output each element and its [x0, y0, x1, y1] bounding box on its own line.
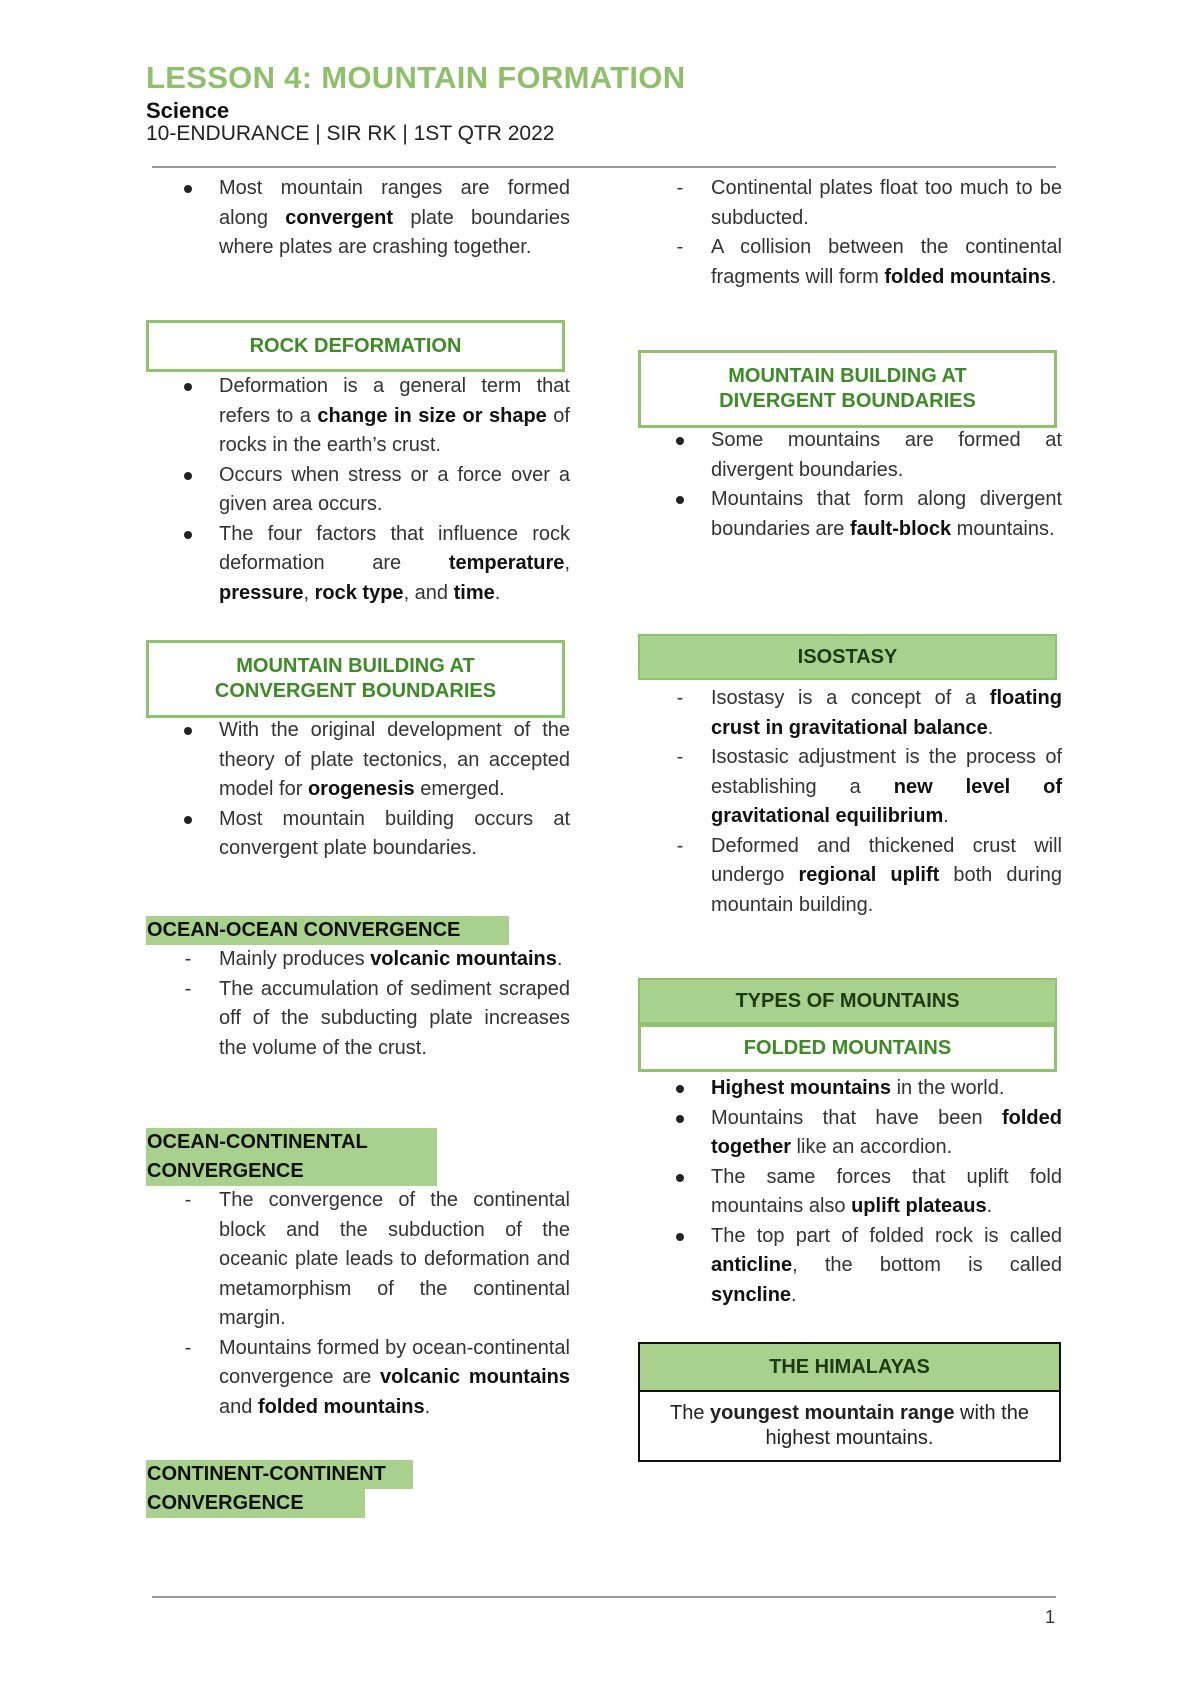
bullet-icon: [184, 531, 192, 539]
list-item: - Isostasy is a concept of a floating crust in gravitational balance.: [638, 684, 1062, 743]
list-item: The top part of folded rock is called anticline, the bottom is called syncline.: [638, 1222, 1062, 1311]
list-item: - A collision between the continental fragments will form folded mountains.: [638, 233, 1062, 292]
dash-marker: -: [676, 687, 684, 709]
intro-section: [146, 174, 570, 263]
list-item: - The accumulation of sediment scraped off of the subducting plate increases the volume of the crust.: [146, 975, 570, 1064]
lesson-title: LESSON 4: MOUNTAIN FORMATION: [146, 60, 686, 95]
list-item: Most mountain ranges are formed along convergent plate boundaries where plates are crashing together.: [146, 174, 570, 263]
divergent-list: [638, 426, 1062, 544]
page-number: 1: [1045, 1607, 1056, 1627]
bullet-icon: [676, 496, 684, 504]
rock-deformation-list: [146, 372, 570, 608]
dash-marker: -: [184, 1189, 192, 1211]
list-item: With the original development of the theory of plate tectonics, an accepted model for orogenesis emerged.: [146, 716, 570, 805]
continent-continent-heading-line1: CONTINENT-CONTINENT: [146, 1460, 413, 1489]
subject-label: Science: [146, 98, 230, 123]
list-item: Occurs when stress or a force over a given area occurs.: [146, 461, 570, 520]
list-item: Deformation is a general term that refers to a change in size or shape of rocks in the earth’s crust.: [146, 372, 570, 461]
list-item: Mountains that form along divergent boundaries are fault-block mountains.: [638, 485, 1062, 544]
class-info: 10-ENDURANCE | SIR RK | 1ST QTR 2022: [146, 122, 555, 145]
bullet-icon: [676, 1174, 684, 1182]
list-item: - Mountains formed by ocean-continental convergence are volcanic mountains and folded mountains.: [146, 1334, 570, 1423]
bullet-icon: [184, 727, 192, 735]
isostasy-heading: ISOSTASY: [638, 634, 1057, 680]
list-item: - The convergence of the continental block and the subduction of the oceanic plate leads to deformation and metamorphism of the continental margin.: [146, 1186, 570, 1334]
ocean-ocean-list: [146, 945, 570, 1063]
dash-marker: -: [184, 977, 192, 1000]
convergent-list: [146, 716, 570, 864]
bullet-icon: [184, 185, 192, 193]
list-item: - Mainly produces volcanic mountains.: [146, 945, 570, 975]
bullet-icon: [676, 437, 684, 445]
convergent-boundaries-heading: MOUNTAIN BUILDING AT CONVERGENT BOUNDARIES: [146, 640, 565, 718]
bullet-icon: [676, 1085, 684, 1093]
bullet-icon: [184, 472, 192, 480]
bullet-icon: [676, 1115, 684, 1123]
himalayas-heading: THE HIMALAYAS: [638, 1342, 1061, 1390]
list-item: Highest mountains in the world.: [638, 1074, 1062, 1104]
ocean-continental-list: [146, 1186, 570, 1422]
folded-mountains-list: [638, 1074, 1062, 1310]
himalayas-text: The youngest mountain range with the highest mountains.: [670, 1402, 1029, 1449]
himalayas-box: [638, 1390, 1061, 1462]
dash-marker: -: [676, 834, 684, 857]
folded-mountains-heading: FOLDED MOUNTAINS: [638, 1024, 1057, 1072]
header-divider: [152, 166, 1056, 168]
continental-list: [638, 174, 1062, 292]
list-item: - Isostasic adjustment is the process of establishing a new level of gravitational equilibrium.: [638, 743, 1062, 832]
footer-divider: [152, 1596, 1056, 1598]
list-item: Most mountain building occurs at convergent plate boundaries.: [146, 805, 570, 864]
rock-deformation-heading: ROCK DEFORMATION: [146, 320, 565, 372]
isostasy-list: [638, 684, 1062, 920]
dash-marker: -: [184, 1336, 192, 1359]
dash-marker: -: [184, 948, 192, 970]
list-item: - Deformed and thickened crust will undergo regional uplift both during mountain building.: [638, 832, 1062, 921]
types-of-mountains-heading: TYPES OF MOUNTAINS: [638, 978, 1057, 1024]
divergent-boundaries-heading: MOUNTAIN BUILDING AT DIVERGENT BOUNDARIES: [638, 350, 1057, 428]
list-item: The same forces that uplift fold mountains also uplift plateaus.: [638, 1163, 1062, 1222]
bullet-icon: [184, 816, 192, 824]
list-item: Some mountains are formed at divergent boundaries.: [638, 426, 1062, 485]
bullet-icon: [676, 1233, 684, 1241]
dash-marker: -: [676, 177, 684, 199]
dash-marker: -: [676, 236, 684, 258]
ocean-ocean-heading: OCEAN-OCEAN CONVERGENCE: [146, 916, 509, 945]
ocean-continental-heading-line2: CONVERGENCE: [146, 1157, 437, 1186]
bullet-icon: [184, 383, 192, 391]
list-item: Mountains that have been folded together like an accordion.: [638, 1104, 1062, 1163]
list-item: - Continental plates float too much to be subducted.: [638, 174, 1062, 233]
dash-marker: -: [676, 746, 684, 768]
list-item: The four factors that influence rock deformation are temperature, pressure, rock type, and time.: [146, 520, 570, 609]
ocean-continental-heading-line1: OCEAN-CONTINENTAL: [146, 1128, 437, 1157]
continent-continent-heading-line2: CONVERGENCE: [146, 1489, 365, 1518]
